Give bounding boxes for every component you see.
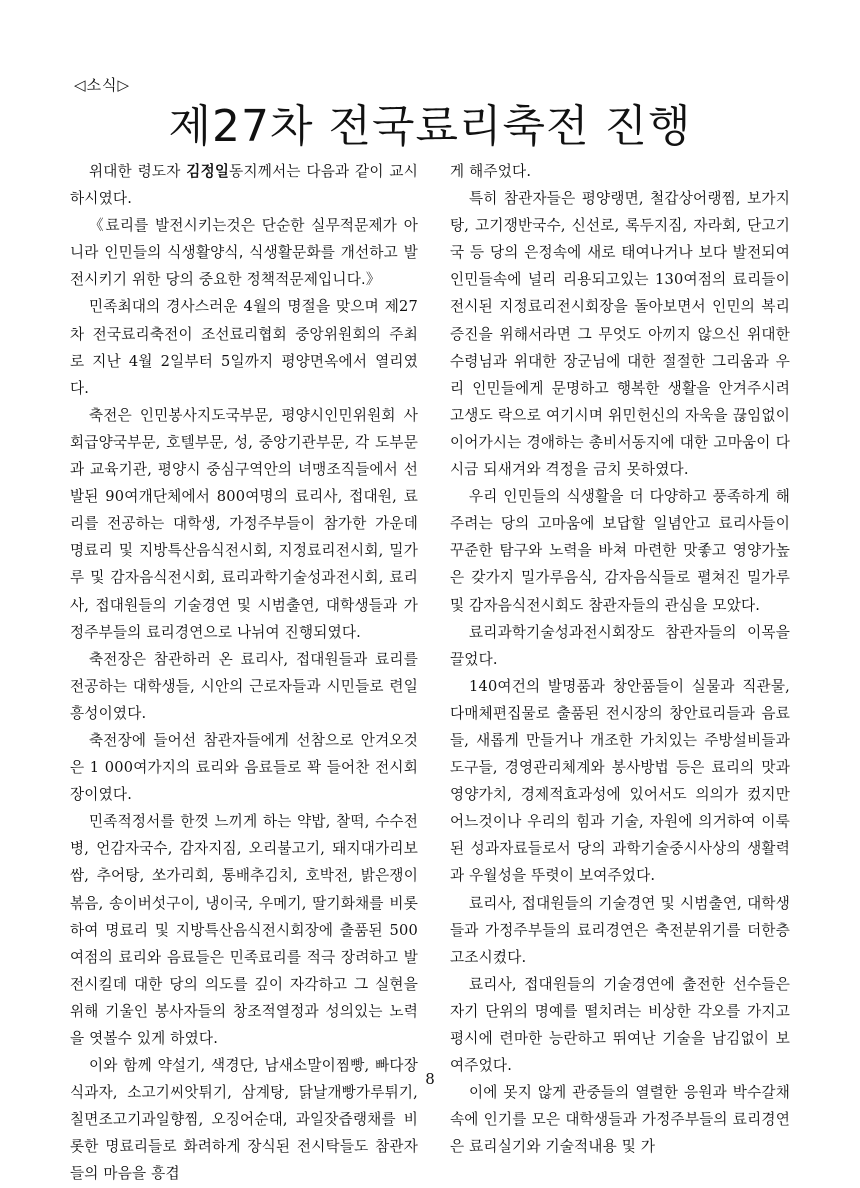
paragraph-9: 우리 인민들의 식생활을 더 다양하고 풍족하게 해주려는 당의 고마움에 보답할 일념안고 료리사들이 꾸준한 탐구와 노력을 바쳐 마련한 맛좋고 영양가높은 갖가지 밀가루음식, 감자음식들로 펼쳐진 밀가루 및 감자음식전시회도 참관자들의 관심을 모았다. [450,488,790,614]
left-column [70,158,418,1183]
article-title: 제27차 전국료리축전 진행 [168,101,692,152]
paragraph-12: 료리사, 접대원들의 기술경연 및 시범출연, 대학생들과 가정주부들의 료리경연은 축전분위기를 더한층 고조시켰다. [450,894,790,966]
paragraph-1 [70,158,418,212]
paragraph-7: 이와 함께 약설기, 색경단, 남새소말이찜빵, 빠다장식과자, 소고기씨앗튀기, 삼계탕, 닭날개빵가루튀기, 칠면조고기과일향찜, 오징어순대, 과일잣즙랭채를 비롯한 명료리들로 화려하게 장식된 전시탁들도 참관자들의 마음을 흥겹 [70,1057,418,1183]
paragraph-8: 특히 참관자들은 평양랭면, 철갑상어랭찜, 보가지탕, 고기쟁반국수, 신선로, 록두지짐, 자라회, 단고기국 등 당의 은정속에 새로 태여나거나 보다 발전되여 인민들속에 널리 리용되고있는 130여점의 료리들이 전시된 지정료리전시회장을 돌아보면서 인민의 복리증진을 위해서라면 그 무엇도 아끼지 않으신 위대한 수령님과 위대한 장군님에 대한 절절한 그리움과 우리 인민들에게 문명하고 행복한 생활을 안겨주시려 고생도 락으로 여기시며 위민헌신의 자욱을 끊임없이 이어가시는 경애하는 총비서동지에 대한 고마움이 다시금 되새겨와 격정을 금치 못하였다. [450,190,790,479]
paragraph-3: 축전은 인민봉사지도국부문, 평양시인민위원회 사회급양국부문, 호텔부문, 성, 중앙기관부문, 각 도부문과 교육기관, 평양시 중심구역안의 녀맹조직들에서 선발된 90여개단체에서 800여명의 료리사, 접대원, 료리를 전공하는 대학생, 가정주부들이 참가한 가운데 명료리 및 지방특산음식전시회, 지정료리전시회, 밀가루 및 감자음식전시회, 료리과학기술성과전시회, 료리사, 접대원들의 기술경연 및 시범출연, 대학생들과 가정주부들의 료리경연으로 나뉘여 진행되였다. [70,406,418,641]
leader-name: 김정일 [186,163,230,180]
page-number: 8 [425,1070,435,1088]
section-kicker: ◁소식▷ [74,76,131,94]
paragraph-10: 료리과학기술성과전시회장도 참관자들의 이목을 끌었다. [450,623,790,668]
paragraph-14: 이에 못지 않게 관중들의 열렬한 응원과 박수갈채속에 인기를 모은 대학생들과 가정주부들의 료리경연은 료리실기와 기술적내용 및 가 [450,1084,790,1156]
paragraph-1-part-b: 동지께서는 다음과 같이 교시하시였다. [70,163,418,208]
paragraph-1-part-a: 위대한 령도자 [88,163,187,180]
paragraph-13: 료리사, 접대원들의 기술경연에 출전한 선수들은 자기 단위의 명예를 떨치려는 비상한 각오를 가지고 평시에 련마한 능란하고 뛰여난 기술을 남김없이 보여주었다. [450,975,790,1075]
quote: 《료리를 발전시키는것은 단순한 실무적문제가 아니라 인민들의 식생활양식, 식생활문화를 개선하고 발전시키기 위한 당의 중요한 정책적문제입니다.》 [70,217,418,289]
paragraph-continuation: 게 해주었다. [450,163,532,180]
paragraph-2: 민족최대의 경사스러운 4월의 명절을 맞으며 제27차 전국료리축전이 조선료리협회 중앙위원회의 주최로 지난 4월 2일부터 5일까지 평양면옥에서 열리였다. [70,298,418,397]
right-column [450,158,790,1156]
paragraph-11: 140여건의 발명품과 창안품들이 실물과 직관물, 다매체편집물로 출품된 전시장의 창안료리들과 음료들, 새롭게 만들거나 개조한 가치있는 주방설비들과 도구들, 경영관리체계와 봉사방법 등은 료리의 맛과 영양가치, 경제적효과성에 있어서도 의의가 컸지만 어느것이나 우리의 힘과 기술, 자원에 의거하여 이룩된 성과자료들로서 당의 과학기술중시사상의 생활력과 우월성을 뚜렷이 보여주었다. [450,677,790,885]
paragraph-5: 축전장에 들어선 참관자들에게 선참으로 안겨오것은 1 000여가지의 료리와 음료들로 꽉 들어찬 전시회장이였다. [70,731,418,804]
paragraph-4: 축전장은 참관하러 온 료리사, 접대원들과 료리를 전공하는 대학생들, 시안의 근로자들과 시민들로 련일 흥성이였다. [70,650,418,722]
paragraph-6: 민족적정서를 한껏 느끼게 하는 약밥, 찰떡, 수수전병, 언감자국수, 감자지짐, 오리불고기, 돼지대가리보쌈, 추어탕, 쏘가리회, 통배추김치, 호박전, 밝은쟁이볶음, 송이버섯구이, 냉이국, 우메기, 딸기화채를 비롯하여 명료리 및 지방특산음식전시회장에 출품된 500여점의 료리와 음료들은 민족료리를 적극 장려하고 발전시킬데 대한 당의 의도를 깊이 자각하고 그 실현을 위해 기울인 봉사자들의 창조적열정과 성의있는 노력을 엿볼수 있게 하였다. [70,813,418,1047]
